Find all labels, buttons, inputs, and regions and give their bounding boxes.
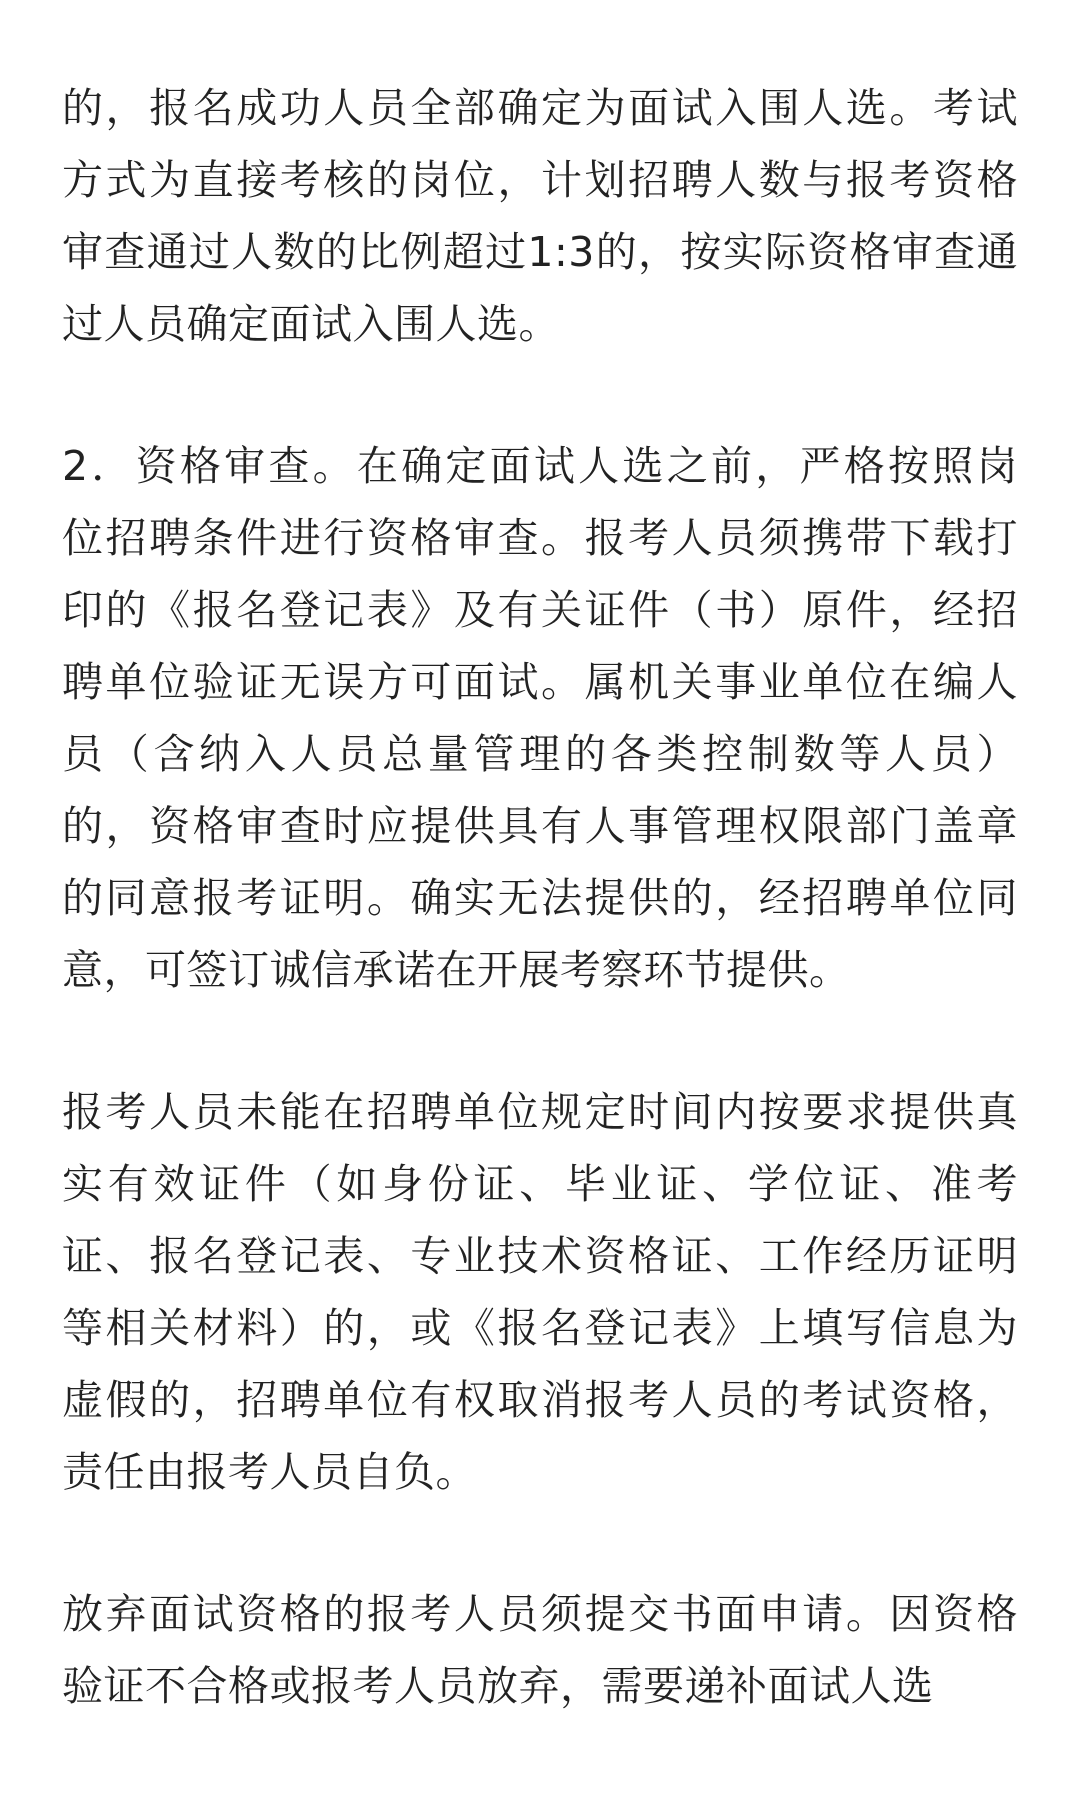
text-line: 的，报名成功人员全部确定为面试入围人选。考试 bbox=[62, 84, 1018, 132]
text-line: 过人员确定面试入围人选。 bbox=[62, 300, 560, 348]
text-line: 意，可签订诚信承诺在开展考察环节提供。 bbox=[62, 946, 851, 994]
text-line: 证、报名登记表、专业技术资格证、工作经历证明 bbox=[62, 1232, 1018, 1280]
text-line: 方式为直接考核的岗位，计划招聘人数与报考资格 bbox=[62, 156, 1018, 204]
paragraph-qualification-review bbox=[62, 430, 1018, 1006]
text-line: 等相关材料）的，或《报名登记表》上填写信息为 bbox=[62, 1304, 1018, 1352]
paragraph-invalid-documents bbox=[62, 1076, 1018, 1508]
paragraph-interview-shortlist bbox=[62, 72, 1018, 360]
text-line: 放弃面试资格的报考人员须提交书面申请。因资格 bbox=[62, 1590, 1018, 1638]
text-line: 位招聘条件进行资格审查。报考人员须携带下载打 bbox=[62, 514, 1018, 562]
text-line: 实有效证件（如身份证、毕业证、学位证、准考 bbox=[62, 1160, 1018, 1208]
text-line: 员（含纳入人员总量管理的各类控制数等人员） bbox=[62, 730, 1018, 778]
text-line: 聘单位验证无误方可面试。属机关事业单位在编人 bbox=[62, 658, 1018, 706]
text-line: 责任由报考人员自负。 bbox=[62, 1448, 477, 1496]
text-line: 印的《报名登记表》及有关证件（书）原件，经招 bbox=[62, 586, 1018, 634]
text-line: 2．资格审查。在确定面试人选之前，严格按照岗 bbox=[62, 442, 1018, 490]
paragraph-waiver bbox=[62, 1578, 1018, 1722]
text-line: 虚假的，招聘单位有权取消报考人员的考试资格， bbox=[62, 1376, 1018, 1424]
text-line: 的，资格审查时应提供具有人事管理权限部门盖章 bbox=[62, 802, 1018, 850]
text-line: 报考人员未能在招聘单位规定时间内按要求提供真 bbox=[62, 1088, 1018, 1136]
text-line: 验证不合格或报考人员放弃，需要递补面试人选 bbox=[62, 1662, 934, 1710]
text-line: 审查通过人数的比例超过1:3的，按实际资格审查通 bbox=[62, 228, 1018, 276]
text-line: 的同意报考证明。确实无法提供的，经招聘单位同 bbox=[62, 874, 1018, 922]
